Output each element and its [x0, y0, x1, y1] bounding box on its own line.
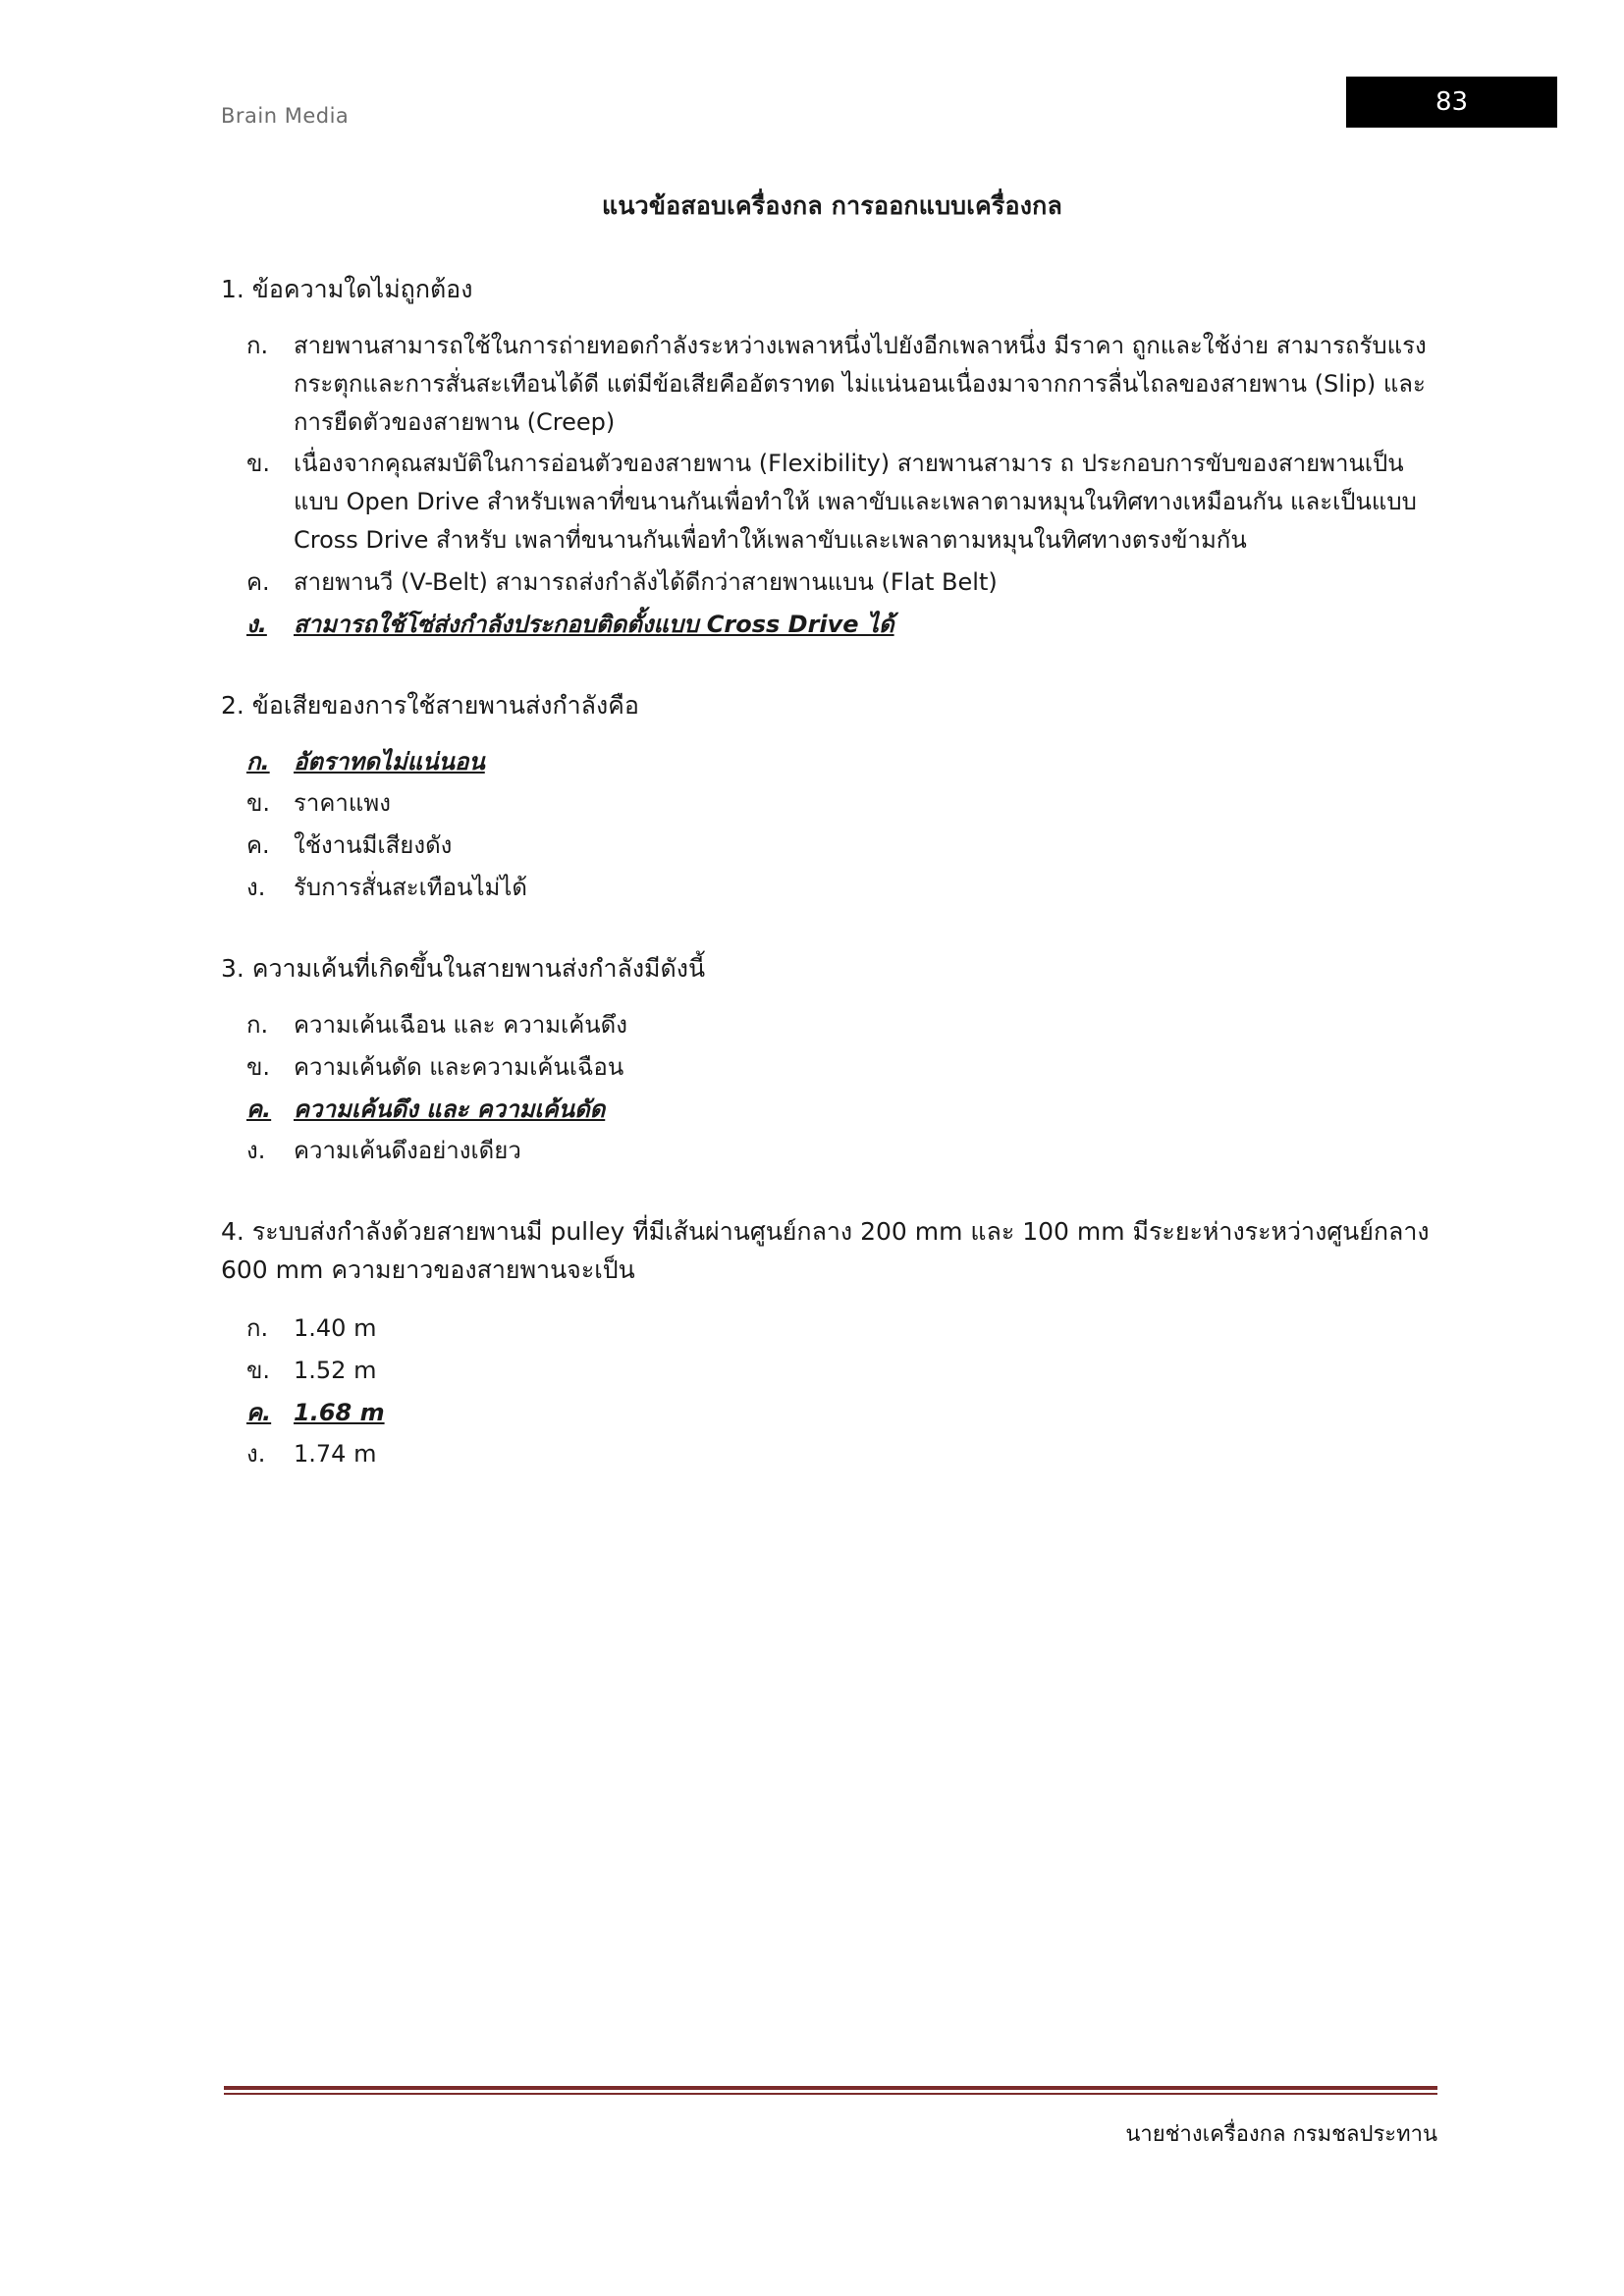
page-title: แนวข้อสอบเครื่องกล การออกแบบเครื่องกล [602, 191, 1062, 220]
choice-text: อัตราทดไม่แน่นอน [294, 747, 485, 775]
choice-list [221, 1309, 1443, 1474]
page-footer [224, 2086, 1437, 2151]
footer-label: นายช่างเครื่องกล กรมชลประทาน [1125, 2122, 1437, 2147]
list-item[interactable] [221, 784, 1443, 823]
choice-text: ความเค้นเฉือน และ ความเค้นดึง [294, 1010, 627, 1039]
choice-marker: ง. [246, 1440, 266, 1468]
question-prompt: 2. ข้อเสียของการใช้สายพานส่งกำลังคือ [221, 690, 639, 720]
choice-text: ความเค้นดึงอย่างเดียว [294, 1137, 521, 1165]
choice-marker: ค. [246, 1398, 272, 1426]
choice-text: สามารถใช้โซ่ส่งกำลังประกอบติดตั้งแบบ Cross Drive ได้ [294, 610, 894, 638]
choice-text: สายพานสามารถใช้ในการถ่ายทอดกำลังระหว่างเพลาหนึ่งไปยังอีกเพลาหนึ่ง มีราคา ถูกและใช้ง่าย สามารถรับแรงกระตุกและการสั่นสะเทือนได้ดี แต่มีข้อเสียคืออัตราทด ไม่แน่นอนเนื่องมาจากการลื่นไถลของสายพาน (Slip) และการยืดตัวของสายพาน (Creep) [294, 331, 1427, 436]
choice-text: รับการสั่นสะเทือนไม่ได้ [294, 874, 528, 902]
document-body [221, 187, 1443, 1517]
choice-marker: ง. [246, 610, 267, 638]
page-header [0, 77, 1624, 135]
page-number: 83 [1435, 87, 1469, 117]
list-item[interactable] [221, 563, 1443, 602]
list-item[interactable] [221, 1048, 1443, 1087]
choice-list [221, 1006, 1443, 1171]
choice-text: 1.68 m [294, 1398, 385, 1426]
page-number-badge [1346, 77, 1557, 128]
list-item-correct-answer[interactable] [221, 606, 1443, 644]
choice-text: 1.74 m [294, 1440, 377, 1468]
choice-marker: ค. [246, 568, 270, 596]
choice-marker: ข. [246, 789, 271, 818]
choice-list [221, 327, 1443, 644]
choice-marker: ก. [246, 1010, 269, 1039]
choice-text: ความเค้นดึง และ ความเค้นดัด [294, 1095, 606, 1123]
question-prompt: 4. ระบบส่งกำลังด้วยสายพานมี pulley ที่มีเส้นผ่านศูนย์กลาง 200 mm และ 100 mm มีระยะห่างระหว่างศูนย์กลาง 600 mm ความยาวของสายพานจะเป็น [221, 1217, 1430, 1284]
choice-marker: ค. [246, 1095, 272, 1123]
list-item[interactable] [221, 1132, 1443, 1170]
list-item[interactable] [221, 1352, 1443, 1390]
choice-text: ความเค้นดัด และความเค้นเฉือน [294, 1052, 624, 1081]
choice-marker: ค. [246, 831, 270, 860]
choice-text: ใช้งานมีเสียงดัง [294, 831, 453, 860]
list-item-correct-answer[interactable] [221, 1394, 1443, 1432]
choice-marker: ข. [246, 450, 271, 478]
question-prompt: 3. ความเค้นที่เกิดขึ้นในสายพานส่งกำลังมีดังนี้ [221, 954, 706, 983]
list-item[interactable] [221, 869, 1443, 907]
choice-text: ราคาแพง [294, 789, 391, 818]
choice-marker: ก. [246, 1313, 269, 1342]
choice-marker: ง. [246, 874, 266, 902]
list-item[interactable] [221, 1006, 1443, 1044]
choice-marker: ก. [246, 747, 270, 775]
choice-text: เนื่องจากคุณสมบัติในการอ่อนตัวของสายพาน (Flexibility) สายพานสามาร ถ ประกอบการขับของสายพานเป็นแบบ Open Drive สำหรับเพลาที่ขนานกันเพื่อทำให้ เพลาขับและเพลาตามหมุนในทิศทางเหมือนกัน และเป็นแบบ Cross Drive สำหรับ เพลาที่ขนานกันเพื่อทำให้เพลาขับและเพลาตามหมุนในทิศทางตรงข้ามกัน [294, 450, 1417, 555]
footer-divider-top [224, 2086, 1437, 2090]
brand-label: Brain Media [221, 104, 350, 128]
choice-text: 1.40 m [294, 1313, 377, 1342]
choice-marker: ข. [246, 1356, 271, 1384]
list-item[interactable] [221, 1435, 1443, 1473]
list-item[interactable] [221, 1309, 1443, 1348]
choice-marker: ก. [246, 331, 269, 359]
list-item-correct-answer[interactable] [221, 1091, 1443, 1129]
choice-marker: ง. [246, 1137, 266, 1165]
list-item[interactable] [221, 445, 1443, 560]
choice-text: 1.52 m [294, 1356, 377, 1384]
choice-marker: ข. [246, 1052, 271, 1081]
question-prompt: 1. ข้อความใดไม่ถูกต้อง [221, 275, 473, 303]
choice-text: สายพานวี (V-Belt) สามารถส่งกำลังได้ดีกว่าสายพานแบน (Flat Belt) [294, 568, 998, 596]
list-item-correct-answer[interactable] [221, 743, 1443, 781]
footer-divider-bottom [224, 2093, 1437, 2095]
choice-list [221, 743, 1443, 908]
list-item[interactable] [221, 327, 1443, 442]
list-item[interactable] [221, 827, 1443, 865]
